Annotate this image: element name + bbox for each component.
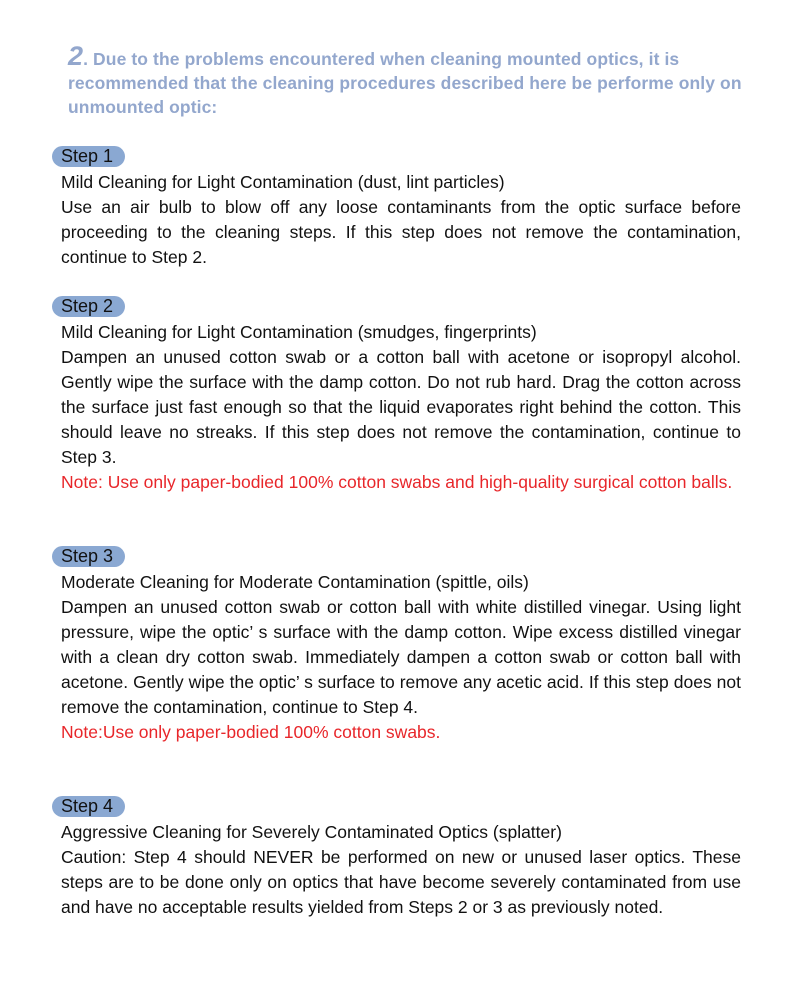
step-3-text: Dampen an unused cotton swab or cotton ball with white distilled vinegar. Using light pressure, wipe the optic’ s surface with the damp cotton. Wipe excess distilled vinegar with a clean dry cotton swab. Immediately dampen a cotton swab or cotton ball with acetone. Gently wipe the optic’ s surface to remove any acetic acid. If this step does not remove the contamination, continue to Step 4. bbox=[61, 597, 741, 717]
intro-paragraph bbox=[68, 41, 748, 119]
step-2-section bbox=[52, 296, 752, 495]
step-3-heading: Moderate Cleaning for Moderate Contamination (spittle, oils) bbox=[61, 572, 529, 592]
step-1-heading: Mild Cleaning for Light Contamination (dust, lint particles) bbox=[61, 172, 505, 192]
intro-text: . Due to the problems encountered when cleaning mounted optics, it is recommended that the cleaning procedures described here be performe only on unmounted optic: bbox=[68, 49, 742, 117]
step-1-body bbox=[61, 170, 741, 270]
step-3-note: Note:Use only paper-bodied 100% cotton swabs. bbox=[61, 722, 441, 742]
step-3-body bbox=[61, 570, 741, 745]
step-3-badge: Step 3 bbox=[52, 546, 125, 567]
step-4-section bbox=[52, 796, 752, 920]
step-4-heading: Aggressive Cleaning for Severely Contaminated Optics (splatter) bbox=[61, 822, 562, 842]
step-1-badge: Step 1 bbox=[52, 146, 125, 167]
step-2-note: Note: Use only paper-bodied 100% cotton swabs and high-quality surgical cotton balls. bbox=[61, 472, 733, 492]
step-2-text: Dampen an unused cotton swab or a cotton ball with acetone or isopropyl alcohol. Gently wipe the surface with the damp cotton. Do not rub hard. Drag the cotton across the surface just fast enough so that the liquid evaporates right behind the cotton. This should leave no streaks. If this step does not remove the contamination, continue to Step 3. bbox=[61, 347, 741, 467]
step-4-text: Caution: Step 4 should NEVER be performed on new or unused laser optics. These steps are to be done only on optics that have become severely contaminated from use and have no acceptable results yielded from Steps 2 or 3 as previously noted. bbox=[61, 847, 741, 917]
step-4-body bbox=[61, 820, 741, 920]
step-1-section bbox=[52, 146, 752, 270]
step-2-body bbox=[61, 320, 741, 495]
step-2-heading: Mild Cleaning for Light Contamination (smudges, fingerprints) bbox=[61, 322, 537, 342]
step-2-badge: Step 2 bbox=[52, 296, 125, 317]
section-number: 2 bbox=[68, 41, 84, 71]
step-3-section bbox=[52, 546, 752, 745]
step-4-badge: Step 4 bbox=[52, 796, 125, 817]
step-1-text: Use an air bulb to blow off any loose contaminants from the optic surface before proceeding to the cleaning steps. If this step does not remove the contamination, continue to Step 2. bbox=[61, 197, 741, 267]
